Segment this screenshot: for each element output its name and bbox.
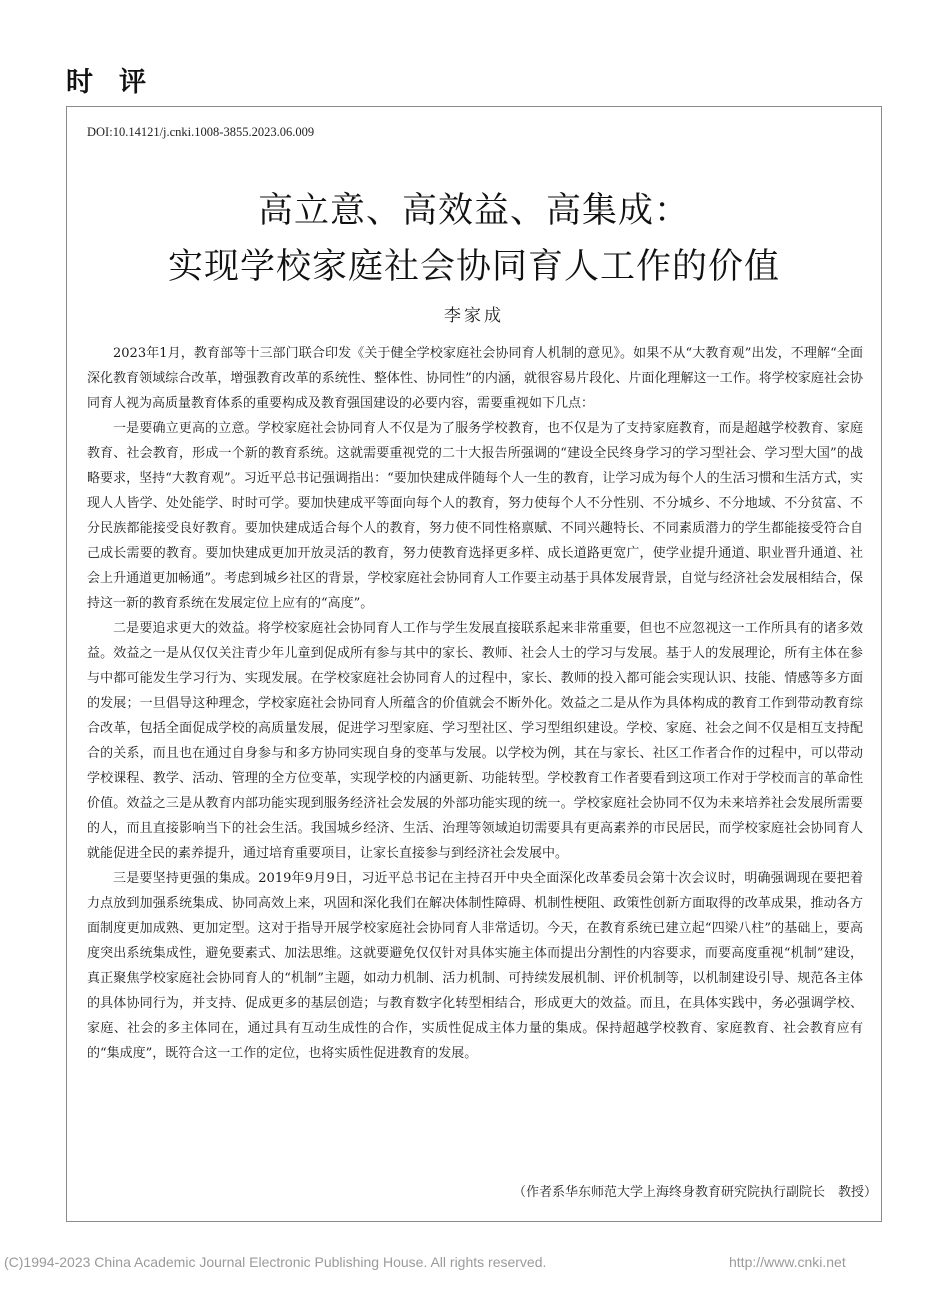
article-title-line-2: 实现学校家庭社会协同育人工作的价值 <box>167 247 780 287</box>
paragraph-intro: 2023年1月，教育部等十三部门联合印发《关于健全学校家庭社会协同育人机制的意见》。如果不从“大教育观”出发，不理解“全面深化教育领域综合改革，增强教育改革的系统性、整体性、协同性”的内涵，就很容易片段化、片面化理解这一工作。将学校家庭社会协同育人视为高质量教育体系的重要构成及教育强国建设的必要内容，需要重视如下几点： <box>87 346 863 411</box>
copyright-text: (C)1994-2023 China Academic Journal Electronic Publishing House. All rights reserved. <box>4 1254 547 1270</box>
cnki-link[interactable]: http://www.cnki.net <box>729 1254 846 1270</box>
paragraph-point-1: 一是要确立更高的立意。学校家庭社会协同育人不仅是为了服务学校教育，也不仅是为了支持家庭教育，而是超越学校教育、家庭教育、社会教育，形成一个新的教育系统。这就需要重视党的二十大报告所强调的“建设全民终身学习的学习型社会、学习型大国”的战略要求，坚持“大教育观”。习近平总书记强调指出：“要加快建成伴随每个人一生的教育，让学习成为每个人的生活习惯和生活方式，实现人人皆学、处处能学、时时可学。要加快建成平等面向每个人的教育，努力使每个人不分性别、不分城乡、不分地域、不分贫富、不分民族都能接受良好教育。要加快建成适合每个人的教育，努力使不同性格禀赋、不同兴趣特长、不同素质潜力的学生都能接受符合自己成长需要的教育。要加快建成更加开放灵活的教育，努力使教育选择更多样、成长道路更宽广，使学业提升通道、职业晋升通道、社会上升通道更加畅通”。考虑到城乡社区的背景，学校家庭社会协同育人工作要主动基于具体发展背景，自觉与经济社会发展相结合，保持这一新的教育系统在发展定位上应有的“高度”。 <box>87 421 863 611</box>
doi[interactable]: DOI:10.14121/j.cnki.1008-3855.2023.06.009 <box>87 125 315 139</box>
paragraph-point-3: 三是要坚持更强的集成。2019年9月9日，习近平总书记在主持召开中央全面深化改革委员会第十次会议时，明确强调现在要把着力点放到加强系统集成、协同高效上来，巩固和深化我们在解决体制性障碍、机制性梗阻、政策性创新方面取得的改革成果，推动各方面制度更加成熟、更加定型。这对于指导开展学校家庭社会协同育人非常适切。今天，在教育系统已建立起“四梁八柱”的基础上，要高度突出系统集成性，避免要素式、加法思维。这就要避免仅仅针对具体实施主体而提出分割性的内容要求，而要高度重视“机制”建设，真正聚焦学校家庭社会协同育人的“机制”主题，如动力机制、活力机制、可持续发展机制、评价机制等，以机制建设引导、规范各主体的具体协同行为，并支持、促成更多的基层创造；与教育数字化转型相结合，形成更大的效益。而且，在具体实践中，务必强调学校、家庭、社会的多主体同在，通过具有互动生成性的合作，实质性促成主体力量的集成。保持超越学校教育、家庭教育、社会教育应有的“集成度”，既符合这一工作的定位，也将实质性促进教育的发展。 <box>87 871 863 1061</box>
copyright-footer <box>4 1254 846 1270</box>
author: 李家成 <box>444 306 504 326</box>
article-frame <box>66 106 882 1222</box>
author-affiliation: （作者系华东师范大学上海终身教育研究院执行副院长 教授） <box>512 1185 877 1200</box>
paragraph-point-2: 二是要追求更大的效益。将学校家庭社会协同育人工作与学生发展直接联系起来非常重要，但也不应忽视这一工作所具有的诸多效益。效益之一是从仅仅关注青少年儿童到促成所有参与其中的家长、教师、社会人士的学习与发展。基于人的发展理论，所有主体在参与中都可能发生学习行为、实现发展。在学校家庭社会协同育人的过程中，家长、教师的投入都可能会实现认识、技能、情感等多方面的发展；一旦倡导这种理念，学校家庭社会协同育人所蕴含的价值就会不断外化。效益之二是从作为具体构成的教育工作到带动教育综合改革，包括全面促成学校的高质量发展，促进学习型家庭、学习型社区、学习型组织建设。学校、家庭、社会之间不仅是相互支持配合的关系，而且也在通过自身参与和多方协同实现自身的变革与发展。以学校为例，其在与家长、社区工作者合作的过程中，可以带动学校课程、教学、活动、管理的全方位变革，实现学校的内涵更新、功能转型。学校教育工作者要看到这项工作对于学校而言的革命性价值。效益之三是从教育内部功能实现到服务经济社会发展的外部功能实现的统一。学校家庭社会协同不仅为未来培养社会发展所需要的人，而且直接影响当下的社会生活。我国城乡经济、生活、治理等领域迫切需要具有更高素养的市民居民，而学校家庭社会协同育人就能促进全民的素养提升，通过培育重要项目，让家长直接参与到经济社会发展中。 <box>87 621 863 861</box>
article-body <box>87 341 863 1066</box>
section-label: 时评 <box>66 67 172 98</box>
article-title-line-1: 高立意、高效益、高集成： <box>257 191 690 231</box>
